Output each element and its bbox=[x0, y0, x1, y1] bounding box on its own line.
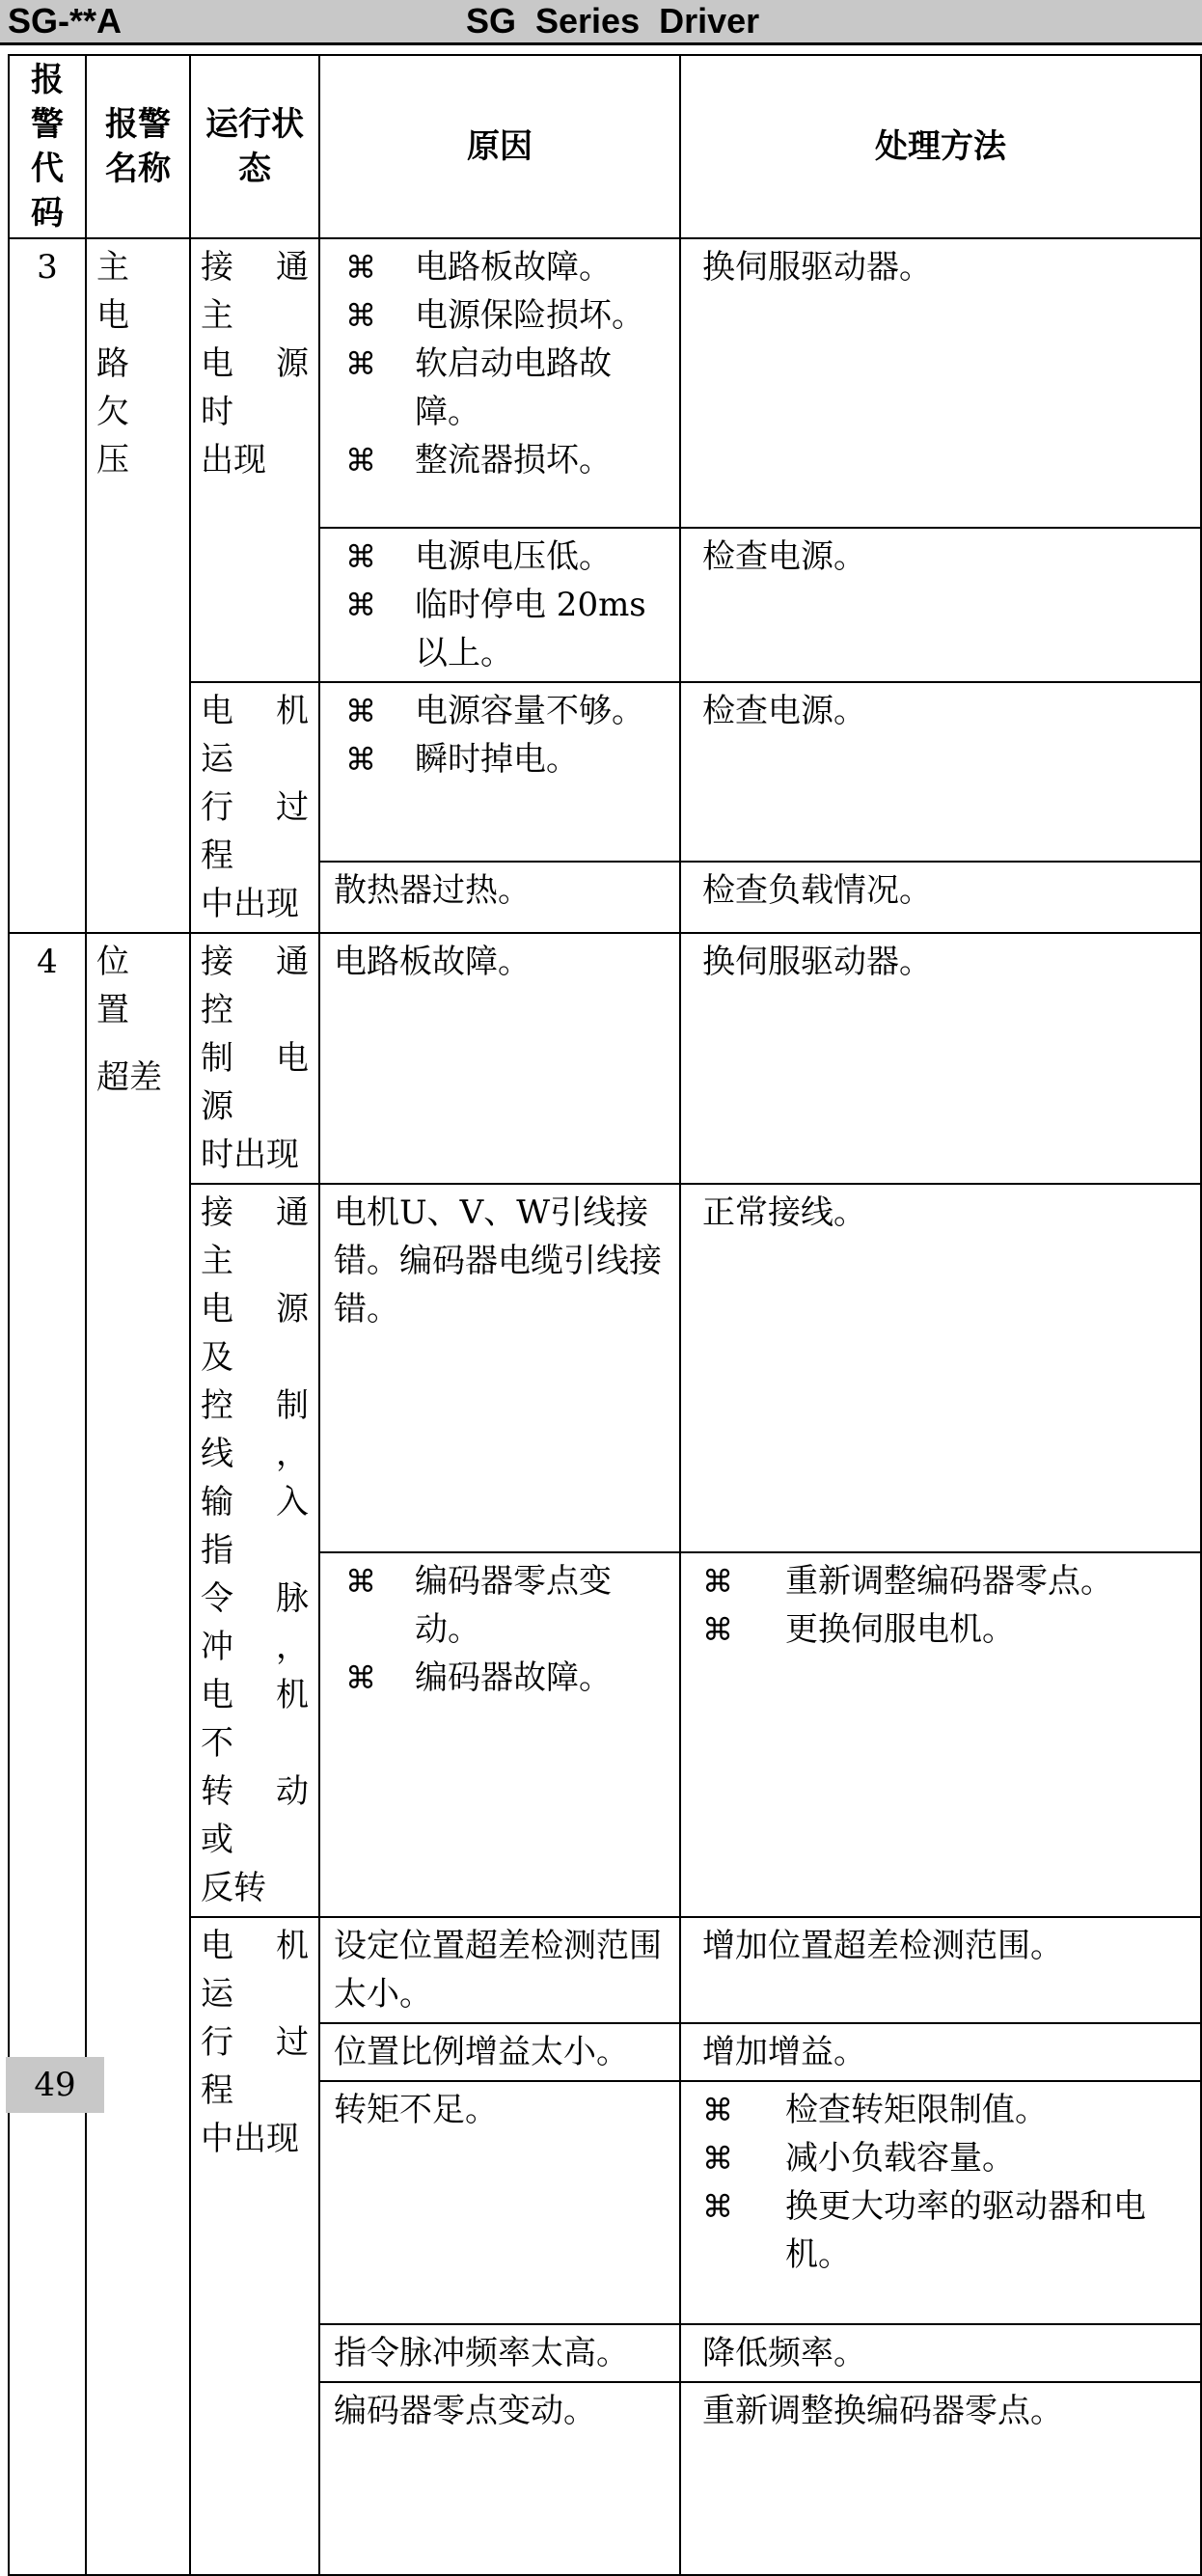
column-header-name: 报警 名称 bbox=[86, 55, 190, 238]
cause-cell: 散热器过热。 bbox=[319, 862, 680, 933]
command-key-bullet-icon: ⌘ bbox=[345, 538, 376, 575]
method-cell: 重新调整换编码器零点。 bbox=[680, 2382, 1201, 2575]
run-state: 接 通 主 电 源 及 控制线， 输 入 指 令脉冲， 电 机 不 转 动 或 反转 bbox=[190, 1184, 319, 1917]
list-item: ⌘ 电路板故障。 bbox=[330, 243, 669, 291]
list-item: ⌘ 电源容量不够。 bbox=[330, 687, 669, 735]
method-cell bbox=[680, 1552, 1201, 1917]
method-cell: 正常接线。 bbox=[680, 1184, 1201, 1552]
list-item: ⌘ 编码器故障。 bbox=[330, 1654, 669, 1702]
list-item: ⌘ 电源保险损坏。 bbox=[330, 291, 669, 340]
run-state: 接 通 控 制 电 源 时出现 bbox=[190, 933, 319, 1184]
cause-cell: 电路板故障。 bbox=[319, 933, 680, 1184]
cause-cell bbox=[319, 238, 680, 528]
list-item: ⌘ 编码器零点变动。 bbox=[330, 1557, 669, 1654]
list-item: ⌘ 电源电压低。 bbox=[330, 533, 669, 581]
command-key-bullet-icon: ⌘ bbox=[345, 345, 376, 382]
cause-cell: 电机U、V、W引线接错。编码器电缆引线接错。 bbox=[319, 1184, 680, 1552]
method-cell bbox=[680, 2081, 1201, 2324]
list-item: ⌘ 重新调整编码器零点。 bbox=[702, 1557, 1190, 1605]
command-key-bullet-icon: ⌘ bbox=[345, 741, 376, 778]
alarm-name: 位 置 超差 bbox=[86, 933, 190, 2575]
command-key-bullet-icon: ⌘ bbox=[345, 1562, 376, 1600]
cause-cell: 编码器零点变动。 bbox=[319, 2382, 680, 2575]
run-state: 电 机 运 行 过 程 中出现 bbox=[190, 682, 319, 933]
list-item: ⌘ 更换伺服电机。 bbox=[702, 1605, 1190, 1654]
method-cell: 降低频率。 bbox=[680, 2324, 1201, 2382]
running-header bbox=[0, 0, 1202, 45]
cause-cell: 指令脉冲频率太高。 bbox=[319, 2324, 680, 2382]
run-state: 接 通 主 电 源 时 出现 bbox=[190, 238, 319, 682]
run-state: 电 机 运 行 过 程 中出现 bbox=[190, 1917, 319, 2575]
method-cell: 检查电源。 bbox=[680, 528, 1201, 682]
list-item: ⌘ 减小负载容量。 bbox=[702, 2134, 1190, 2182]
table-row bbox=[9, 238, 1201, 528]
list-item: ⌘ 软启动电路故障。 bbox=[330, 340, 669, 436]
column-header-method: 处理方法 bbox=[680, 55, 1201, 238]
list-item: ⌘ 换更大功率的驱动器和电机。 bbox=[702, 2182, 1190, 2279]
command-key-bullet-icon: ⌘ bbox=[345, 442, 376, 479]
command-key-bullet-icon: ⌘ bbox=[345, 587, 376, 623]
table-row bbox=[9, 933, 1201, 1184]
method-cell: 换伺服驱动器。 bbox=[680, 238, 1201, 528]
command-key-bullet-icon: ⌘ bbox=[345, 1658, 376, 1696]
list-item: ⌘ 检查转矩限制值。 bbox=[702, 2086, 1190, 2134]
column-header-state: 运行状 态 bbox=[190, 55, 319, 238]
alarm-name: 主 电 路 欠 压 bbox=[86, 238, 190, 933]
alarm-code: 3 bbox=[9, 238, 86, 933]
list-item: ⌘ 临时停电 20ms 以上。 bbox=[330, 581, 669, 677]
cause-cell: 位置比例增益太小。 bbox=[319, 2023, 680, 2081]
list-item: ⌘ 瞬时掉电。 bbox=[330, 735, 669, 783]
cause-cell bbox=[319, 682, 680, 862]
command-key-bullet-icon: ⌘ bbox=[345, 693, 376, 729]
command-key-bullet-icon: ⌘ bbox=[702, 2188, 733, 2225]
method-cell: 检查电源。 bbox=[680, 682, 1201, 862]
alarm-table bbox=[8, 54, 1202, 2576]
cause-cell bbox=[319, 528, 680, 682]
command-key-bullet-icon: ⌘ bbox=[345, 297, 376, 334]
column-header-code: 报警 代码 bbox=[9, 55, 86, 238]
command-key-bullet-icon: ⌘ bbox=[702, 2140, 733, 2177]
column-header-cause: 原因 bbox=[319, 55, 680, 238]
table-header-row bbox=[9, 55, 1201, 238]
method-cell: 增加位置超差检测范围。 bbox=[680, 1917, 1201, 2023]
cause-cell bbox=[319, 1552, 680, 1917]
method-cell: 检查负载情况。 bbox=[680, 862, 1201, 933]
alarm-code: 4 bbox=[9, 933, 86, 2575]
method-cell: 换伺服驱动器。 bbox=[680, 933, 1201, 1184]
command-key-bullet-icon: ⌘ bbox=[702, 1610, 733, 1648]
header-title: SG Series Driver bbox=[466, 1, 760, 41]
model-label: SG-**A bbox=[8, 1, 123, 41]
command-key-bullet-icon: ⌘ bbox=[345, 249, 376, 286]
cause-cell: 转矩不足。 bbox=[319, 2081, 680, 2324]
command-key-bullet-icon: ⌘ bbox=[702, 1562, 733, 1600]
method-cell: 增加增益。 bbox=[680, 2023, 1201, 2081]
list-item: ⌘ 整流器损坏。 bbox=[330, 436, 669, 484]
command-key-bullet-icon: ⌘ bbox=[702, 2092, 733, 2128]
page-number: 49 bbox=[6, 2057, 104, 2113]
cause-cell: 设定位置超差检测范围太小。 bbox=[319, 1917, 680, 2023]
